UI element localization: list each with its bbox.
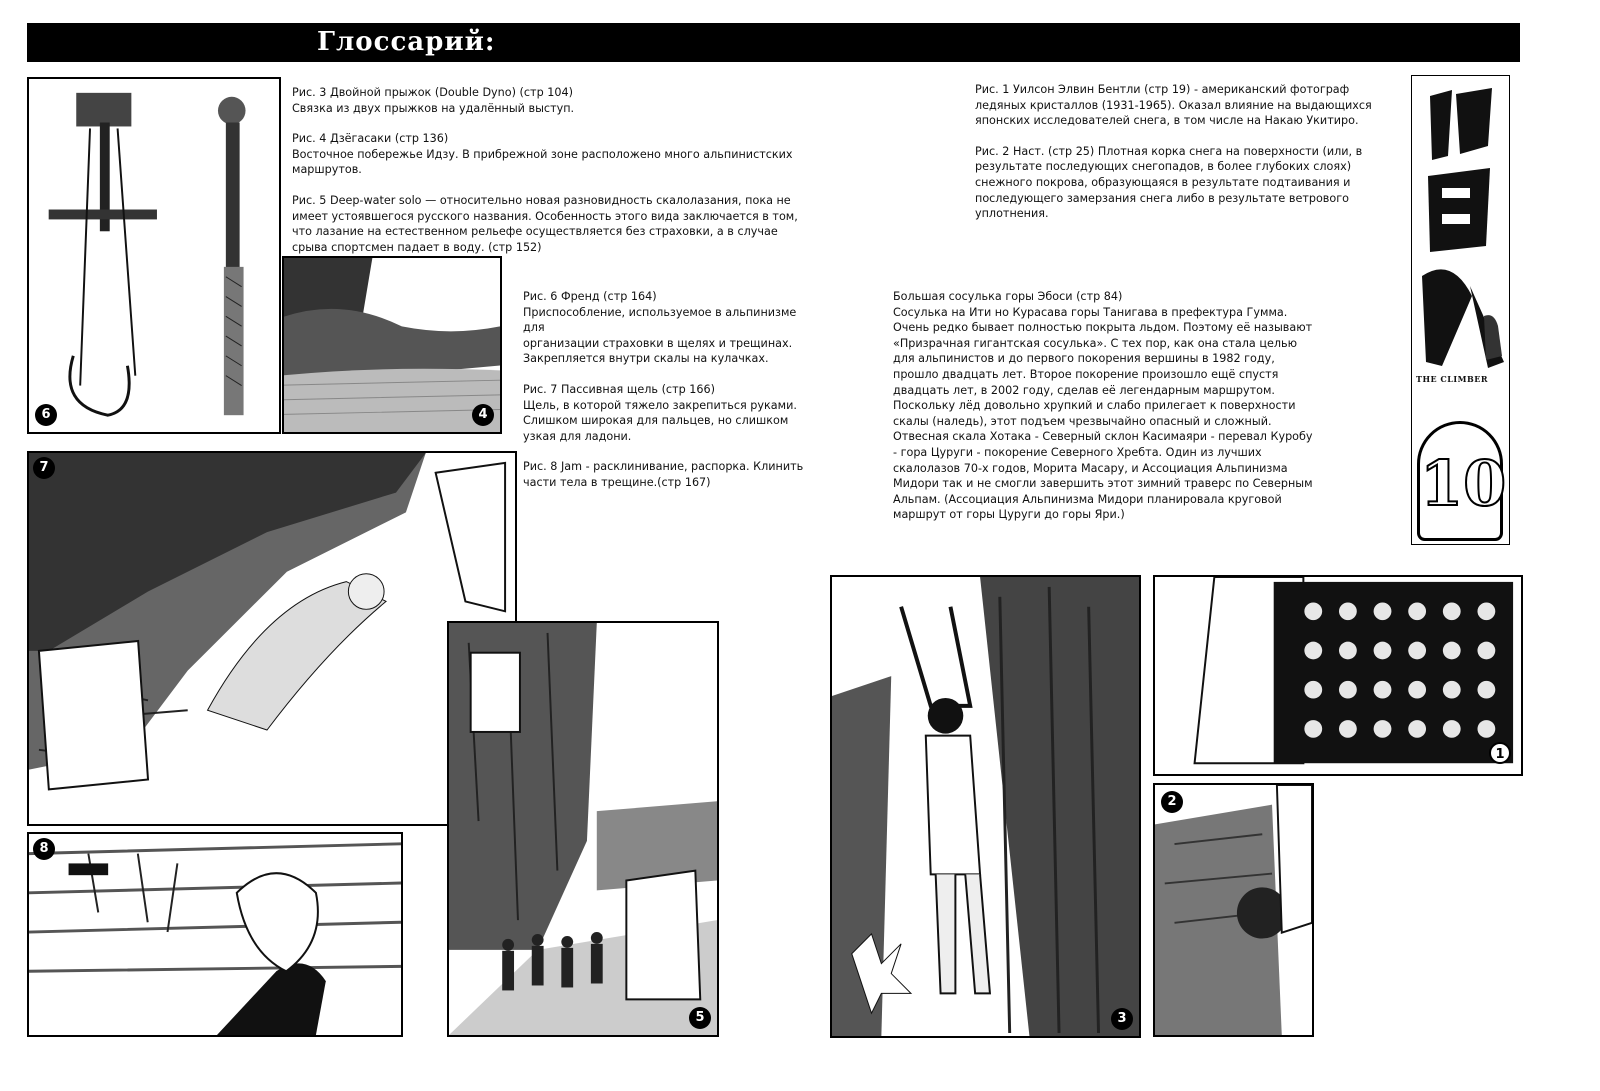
glossary-entry-3: Рис. 3 Двойной прыжок (Double Dyno) (стр 104) Связка из двух прыжков на удалённый выступ. <box>292 86 575 115</box>
panel-number-7: 7 <box>33 457 55 479</box>
glossary-left-top <box>292 85 812 270</box>
glossary-entry-4: Рис. 4 Дзёгасаки (стр 136) Восточное побережье Идзу. В прибрежной зоне расположено много альпинистских маршрутов. <box>292 132 793 177</box>
panel-number-3: 3 <box>1111 1008 1133 1030</box>
glossary-entry-7: Рис. 7 Пассивная щель (стр 166) Щель, в которой тяжело закрепиться руками. Слишком широкая для пальцев, но слишком узкая для ладони. <box>523 382 797 443</box>
panel-friend-device <box>27 77 281 434</box>
book-cover-thumbnail <box>1411 75 1510 545</box>
glossary-right-mid <box>893 289 1318 523</box>
panel-number-5: 5 <box>689 1007 711 1029</box>
panel-coast <box>282 256 502 434</box>
cover-subtitle: THE CLIMBER <box>1416 374 1488 384</box>
glossary-entry-6: Рис. 6 Френд (стр 164) Приспособление, используемое в альпинизме для организации страховки в щелях и трещинах. Закрепляется внутри скалы на кулачках. <box>523 290 797 366</box>
panel-number-2: 2 <box>1161 791 1183 813</box>
glossary-entry-8: Рис. 8 Jam - расклинивание, распорка. Клинить части тела в трещине.(стр 167) <box>523 460 804 489</box>
panel-number-4: 4 <box>472 404 494 426</box>
glossary-entry-2: Рис. 2 Наст. (стр 25) Плотная корка снега на поверхности (или, в результате последующих снегопадов, в более глубоких слоях) снежного покрова, образующаяся в результате подтаивания и последующего замерзания снега либо в результате ветрового уплотнения. <box>975 144 1363 221</box>
panel-deep-water-solo <box>447 621 719 1037</box>
panel-number-1: 1 <box>1489 742 1511 764</box>
glossary-left-mid <box>523 289 818 491</box>
header-bar <box>27 23 1520 62</box>
panel-passive-crack-climber <box>27 451 517 826</box>
glossary-entry-1: Рис. 1 Уилсон Элвин Бентли (стр 19) - американский фотограф ледяных кристаллов (1931-1965). Оказал влияние на выдающихся японских исследователей снега, в том числе на Накаю Укитиро. <box>975 83 1372 128</box>
panel-number-6: 6 <box>35 404 57 426</box>
cover-calligraphy-logo <box>1412 76 1511 376</box>
glossary-right-top <box>975 82 1390 237</box>
panel-hand-jam <box>27 832 403 1037</box>
panel-snowflakes <box>1153 575 1523 776</box>
panel-snow-crust <box>1153 783 1314 1037</box>
glossary-entry-5: Рис. 5 Deep-water solo — относительно новая разновидность скалолазания, пока не имеет устоявшегося русского названия. Особенность этого вида заключается в том, что лазание на естественном рельефе осуществляется без страховки, а в случае срыва спортсмен падает в воду. (стр 152) <box>292 193 798 254</box>
panel-number-8: 8 <box>33 838 55 860</box>
cover-volume-number: 10 <box>1417 421 1503 541</box>
panel-ice-wall-climber <box>830 575 1141 1038</box>
glossary-entry-icicle: Большая сосулька горы Эбоси (стр 84) Сосулька на Ити но Курасава горы Танигава в префектура Гумма. Очень редко бывает полностью покрыта льдом. Поэтому её называют «Призрачная гигантская сосулька». С тех пор, как она стала целью для альпинистов и до первого покорения вершины в 1982 году, прошло двадцать лет. Второе покорение произошло ещё спустя двадцать лет, в 2002 году, сделав её легендарным маршрутом. Поскольку лёд довольно хрупкий и слабо прилегает к поверхности скалы (наледь), этот подъем чрезвычайно опасный и сложный. Отвесная скала Хотака - Северный склон Касимаяри - перевал Куробу - гора Цуруги - покорение Северного Хребта. Один из лучших скалолазов 70-х годов, Морита Масару, и Ассоциация Альпинизма Мидори так и не смогли завершить этот зимний траверс по Северным Альпам. (Ассоциация Альпинизма Мидори планировала круговой маршрут от горы Цуруги до горы Яри.) <box>893 290 1313 522</box>
page-title: Глоссарий: <box>317 27 496 57</box>
